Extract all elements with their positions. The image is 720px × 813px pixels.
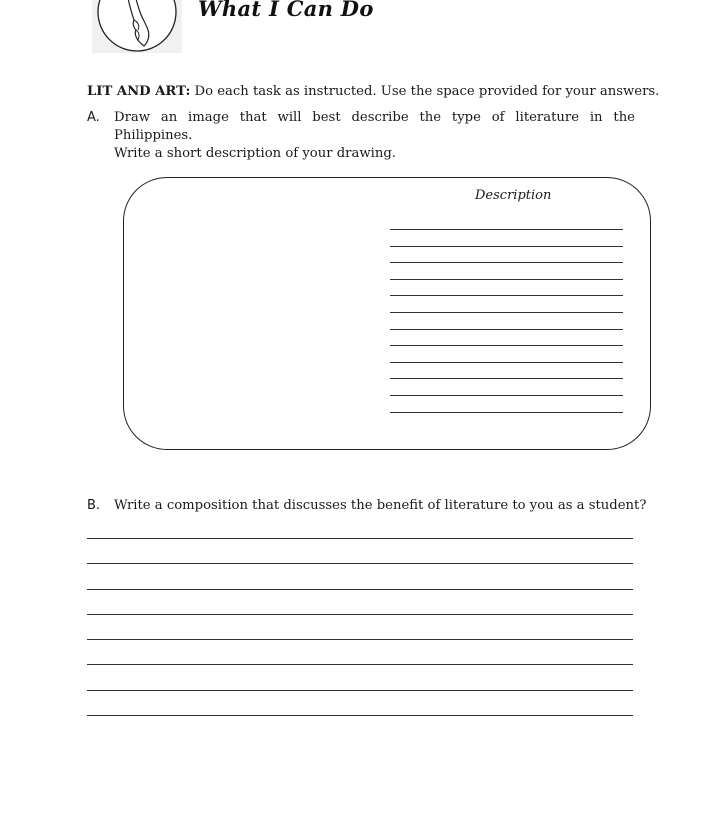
finger-on-lips-icon	[92, 0, 182, 53]
instructions-text: Do each task as instructed. Use the space provided for your answers.	[190, 84, 660, 99]
instructions	[87, 84, 660, 99]
description-line[interactable]	[390, 280, 623, 297]
composition-line[interactable]	[87, 564, 633, 589]
composition-line[interactable]	[87, 691, 633, 716]
task-b-letter: B.	[87, 498, 101, 513]
description-line[interactable]	[390, 313, 623, 330]
description-line[interactable]	[390, 396, 623, 413]
task-b	[87, 498, 647, 513]
page-title: What I Can Do	[198, 0, 374, 21]
description-line[interactable]	[390, 330, 623, 347]
description-label: Description	[475, 188, 552, 203]
composition-line[interactable]	[87, 539, 633, 564]
section-logo	[92, 0, 182, 53]
description-lines[interactable]	[390, 229, 623, 413]
description-line[interactable]	[390, 346, 623, 363]
description-line[interactable]	[390, 247, 623, 264]
description-line[interactable]	[390, 230, 623, 247]
composition-line[interactable]	[87, 615, 633, 640]
composition-line[interactable]	[87, 590, 633, 615]
description-line[interactable]	[390, 379, 623, 396]
description-line[interactable]	[390, 263, 623, 280]
task-a	[87, 109, 635, 163]
description-line[interactable]	[390, 296, 623, 313]
task-a-letter: A.	[87, 110, 100, 125]
composition-line[interactable]	[87, 665, 633, 690]
task-a-line-2: Write a short description of your drawing.	[114, 146, 396, 161]
task-a-line-1: Draw an image that will best describe the type of literature in the Philippines.	[114, 110, 635, 143]
composition-line[interactable]	[87, 640, 633, 665]
instructions-label: LIT AND ART:	[87, 84, 191, 99]
task-b-text: Write a composition that discusses the benefit of literature to you as a student?	[114, 498, 647, 513]
composition-lines[interactable]	[87, 538, 633, 716]
description-line[interactable]	[390, 363, 623, 380]
